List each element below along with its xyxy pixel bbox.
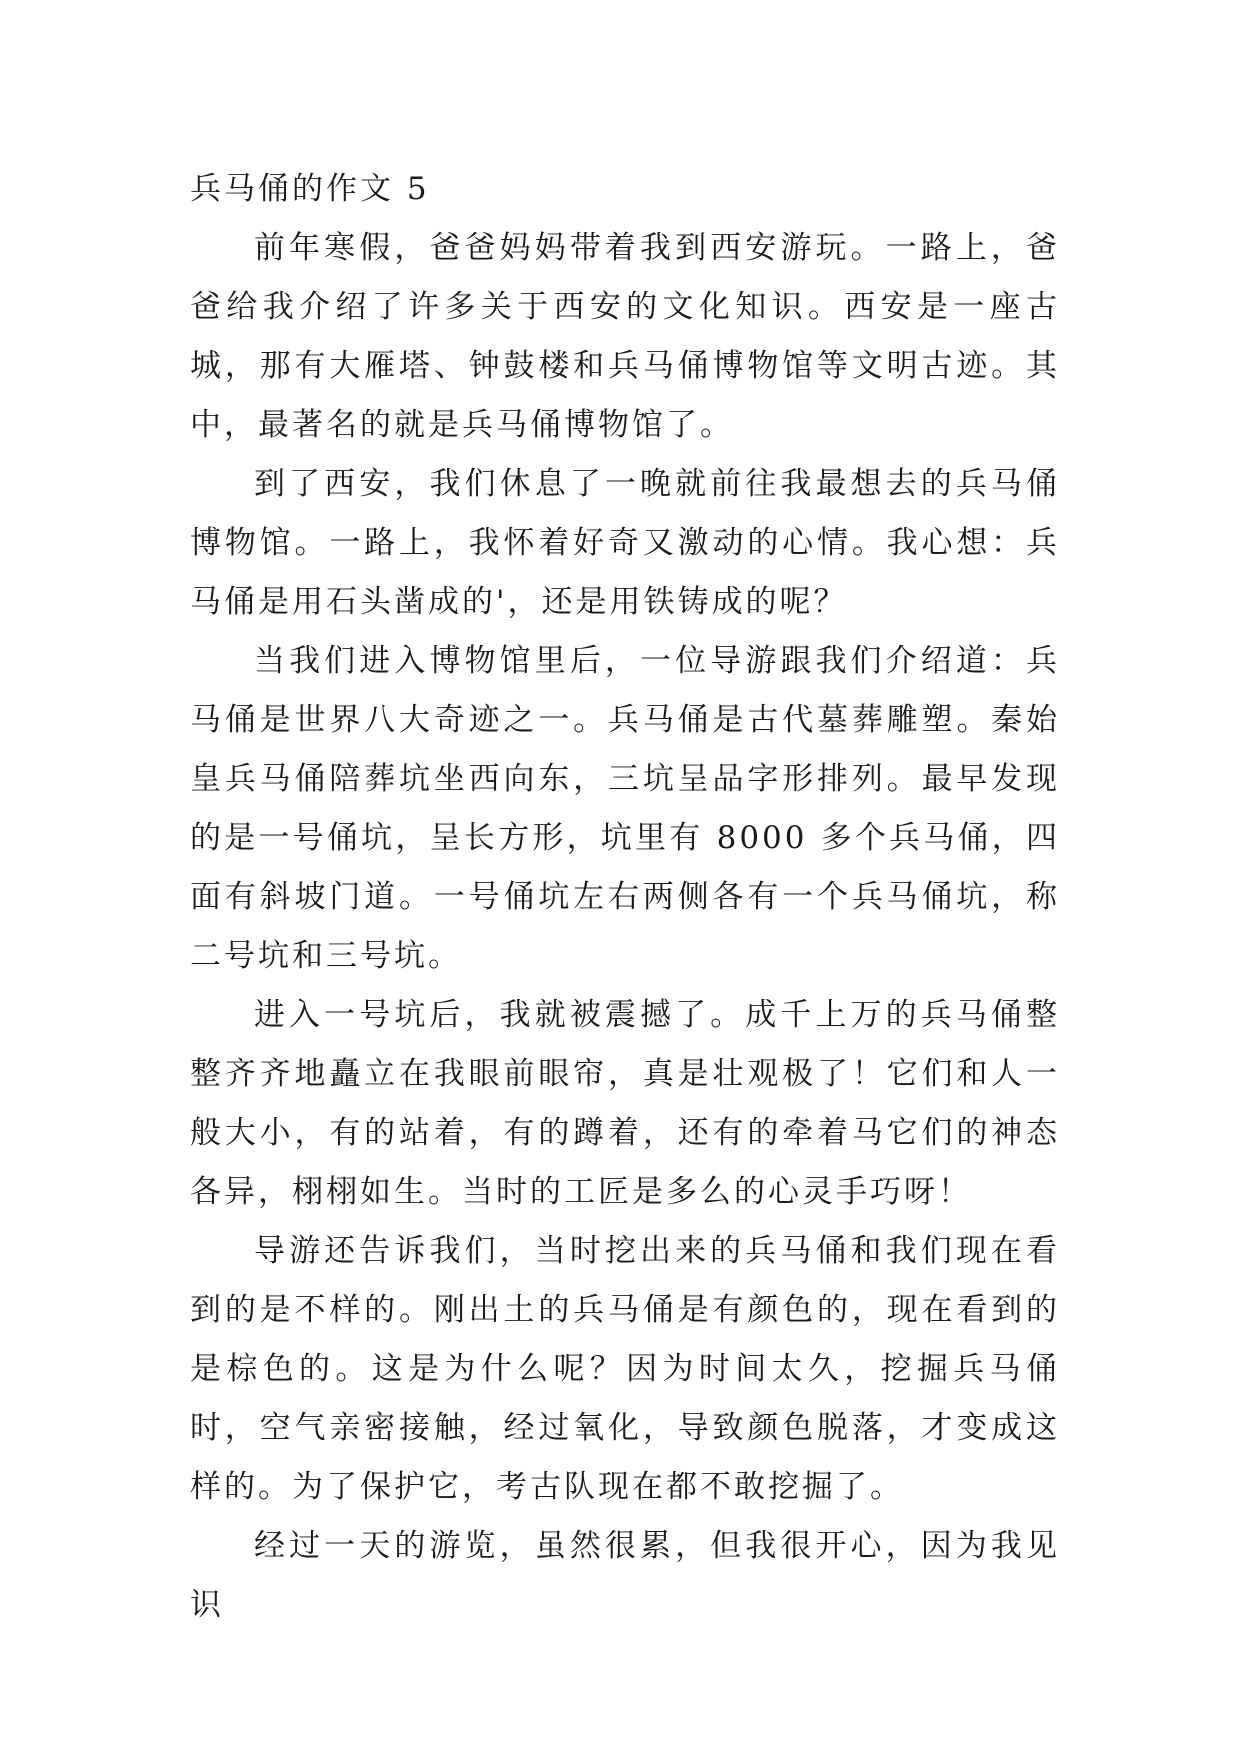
paragraph-5: 导游还告诉我们，当时挖出来的兵马俑和我们现在看到的是不样的。刚出土的兵马俑是有颜色的，现在看到的是棕色的。这是为什么呢？因为时间太久，挖掘兵马俑时，空气亲密接触，经过氧化，导致颜色脱落，才变成这样的。为了保护它，考古队现在都不敢挖掘了。 [190,1233,1060,1505]
paragraph-1: 前年寒假，爸爸妈妈带着我到西安游玩。一路上，爸爸给我介绍了许多关于西安的文化知识。西安是一座古城，那有大雁塔、钟鼓楼和兵马俑博物馆等文明古迹。其中，最著名的就是兵马俑博物馆了。 [190,230,1060,443]
paragraph-2: 到了西安，我们休息了一晚就前往我最想去的兵马俑博物馆。一路上，我怀着好奇又激动的心情。我心想：兵马俑是用石头凿成的'，还是用铁铸成的呢？ [190,466,1060,620]
paragraph-6: 经过一天的游览，虽然很累，但我很开心，因为我见识 [190,1528,1060,1623]
essay-title: 兵马俑的作文 5 [190,171,430,207]
document-body [190,160,1060,1635]
paragraph-4: 进入一号坑后，我就被震撼了。成千上万的兵马俑整整齐齐地矗立在我眼前眼帘，真是壮观极了！它们和人一般大小，有的站着，有的蹲着，还有的牵着马它们的神态各异，栩栩如生。当时的工匠是多么的心灵手巧呀！ [190,997,1060,1210]
paragraph-3: 当我们进入博物馆里后，一位导游跟我们介绍道：兵马俑是世界八大奇迹之一。兵马俑是古代墓葬雕塑。秦始皇兵马俑陪葬坑坐西向东，三坑呈品字形排列。最早发现的是一号俑坑，呈长方形，坑里有 8000 多个兵马俑，四面有斜坡门道。一号俑坑左右两侧各有一个兵马俑坑，称二号坑和三号坑。 [190,643,1060,974]
